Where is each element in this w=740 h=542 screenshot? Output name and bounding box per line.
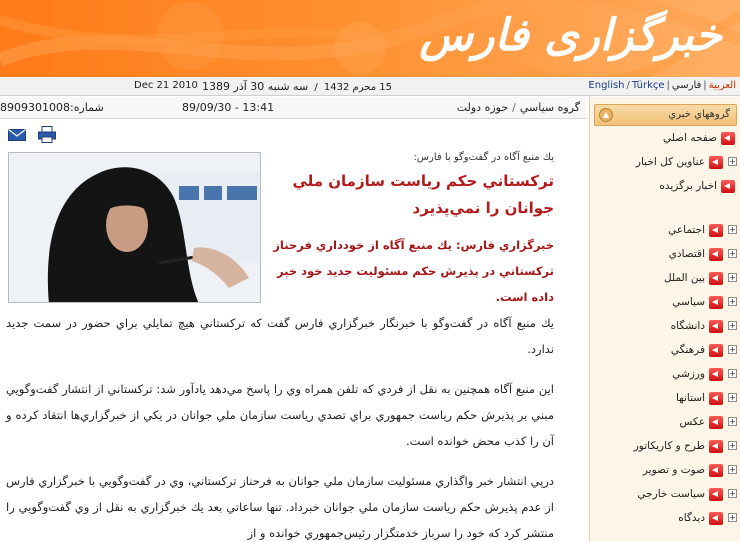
- expand-plus-icon[interactable]: +: [729, 273, 736, 282]
- article-datetime: 89/09/30 - 13:41: [182, 101, 275, 114]
- arrow-left-icon: [709, 512, 723, 525]
- expand-plus-icon[interactable]: +: [729, 393, 736, 402]
- lang-arabic-link[interactable]: العربية: [708, 80, 736, 91]
- article-subtitle: يك منبع آگاه در گفت‌وگو با فارس:: [413, 152, 554, 163]
- expand-plus-icon[interactable]: +: [729, 225, 736, 234]
- site-logo[interactable]: خبرگزاری فارس: [419, 10, 722, 61]
- arrow-left-icon: [709, 344, 723, 357]
- arrow-left-icon: [709, 440, 723, 453]
- sidebar-item[interactable]: [590, 437, 740, 457]
- sidebar-item-label: طرح و كاريكاتور: [633, 440, 705, 452]
- print-icon[interactable]: [38, 126, 56, 143]
- arrow-left-icon: [709, 320, 723, 333]
- sidebar-item-label: فرهنگي: [670, 344, 705, 356]
- arrow-left-icon: [709, 416, 723, 429]
- sidebar-item-label: صفحه اصلي: [662, 132, 717, 144]
- breadcrumb: گروه سياسي/حوزه دولت: [456, 101, 580, 114]
- arrow-left-icon: [709, 296, 723, 309]
- arrow-left-icon: [721, 180, 735, 193]
- arrow-left-icon: [709, 488, 723, 501]
- arrow-left-icon: [709, 464, 723, 477]
- article-paragraph: درپي انتشار خبر واگذاري مسئوليت سازمان ملي جوانان به فرحناز تركستاني، وي در گفت‌وگويي با خبرگزاري فارس از عدم پذيرش حكم رياست سازمان ملي جوانان خبرداد. تنها ساعاتي بعد يك خبرگزاري به نقل از وي گفت‌وگويي را منتشر كرد كه خود را سرباز خدمتگزار رئيس‌جمهوري خوانده و از: [6, 474, 554, 540]
- expand-plus-icon[interactable]: +: [729, 157, 736, 166]
- sidebar-title: گروههاي خبري: [668, 109, 730, 120]
- sidebar-item[interactable]: [590, 245, 740, 265]
- article-headline: تركستاني حكم رياست سازمان ملي جوانان را نمي‌پذيرد: [292, 172, 554, 217]
- arrow-left-icon: [709, 156, 723, 169]
- expand-plus-icon[interactable]: +: [729, 321, 736, 330]
- language-links: English / Türkçe | العربية|فارسي: [588, 80, 736, 91]
- lang-persian-link[interactable]: فارسي: [671, 80, 702, 91]
- article-lead: خبرگزاري فارس: يك منبع آگاه از خودداري فرحناز تركستاني در پذيرش حكم مسئوليت جديد خود خبر داده است.: [273, 238, 554, 304]
- sidebar-item-label: اقتصادي: [668, 248, 705, 260]
- article-paragraph: اين منبع آگاه همچنين به نقل از فردي كه تلفن همراه وي را پاسخ مي‌دهد يادآور شد: تركستاني از انتشار گفت‌وگويي مبني بر پذيرش حكم رياست جمهوري براي تصدي رياست سازمان ملي جوانان در يكي از خبرگزاري‌ها انتقاد كرده و آن را كذب محض خوانده است.: [6, 382, 554, 448]
- expand-plus-icon[interactable]: +: [729, 249, 736, 258]
- sidebar-item-label: صوت و تصوير: [642, 464, 705, 476]
- sidebar-item[interactable]: [590, 129, 740, 149]
- header-banner: [0, 0, 740, 77]
- article-info-bar: [0, 97, 586, 119]
- sidebar-header[interactable]: [594, 104, 737, 126]
- gregorian-date: Dec 21 2010: [134, 80, 198, 91]
- category-link[interactable]: گروه سياسي: [519, 101, 580, 114]
- sidebar-item[interactable]: [590, 365, 740, 385]
- expand-plus-icon[interactable]: +: [729, 489, 736, 498]
- arrow-left-icon: [721, 132, 735, 145]
- subcategory-link[interactable]: حوزه دولت: [456, 101, 509, 114]
- arrow-left-icon: [709, 392, 723, 405]
- sidebar-item[interactable]: [590, 485, 740, 505]
- sidebar-item[interactable]: [590, 413, 740, 433]
- sidebar-item-label: اخبار برگزيده: [659, 180, 717, 192]
- sidebar-item[interactable]: [590, 317, 740, 337]
- sidebar-item[interactable]: [590, 177, 740, 197]
- sidebar-item[interactable]: [590, 509, 740, 529]
- sidebar: [589, 97, 740, 542]
- article-photo: [8, 152, 261, 303]
- news-number: شماره:8909301008: [0, 101, 104, 114]
- mail-icon[interactable]: [8, 129, 26, 141]
- persian-date: سه شنبه 30 آذر 1389: [202, 80, 309, 93]
- article-paragraph: يك منبع آگاه در گفت‌وگو با خبرنگار خبرگزاري فارس گفت كه تركستاني هيچ تمايلي براي حضور در سمت جديد ندارد.: [6, 316, 554, 356]
- expand-plus-icon[interactable]: +: [729, 369, 736, 378]
- sidebar-item-label: عكس: [679, 416, 705, 428]
- sidebar-item-label: ورزشي: [672, 368, 705, 380]
- expand-plus-icon[interactable]: +: [729, 345, 736, 354]
- arrow-left-icon: [709, 224, 723, 237]
- arrow-left-icon: [709, 272, 723, 285]
- sidebar-item[interactable]: [590, 221, 740, 241]
- lang-english-link[interactable]: English: [588, 80, 625, 91]
- sidebar-item-label: اجتماعي: [668, 224, 705, 236]
- lang-turkish-link[interactable]: Türkçe: [631, 80, 665, 91]
- sidebar-item[interactable]: [590, 269, 740, 289]
- expand-plus-icon[interactable]: +: [729, 513, 736, 522]
- sidebar-item[interactable]: [590, 389, 740, 409]
- expand-plus-icon[interactable]: +: [729, 465, 736, 474]
- sidebar-item-label: سياست خارجي: [637, 488, 705, 500]
- photo-image: [9, 153, 261, 303]
- sidebar-item-label: عناوين كل اخبار: [635, 156, 705, 168]
- sidebar-item[interactable]: [590, 153, 740, 173]
- sidebar-item[interactable]: [590, 461, 740, 481]
- date-display: 15 محرم 1432 / سه شنبه 30 آذر 1389: [202, 80, 392, 93]
- arrow-left-icon: [709, 368, 723, 381]
- expand-plus-icon[interactable]: +: [729, 417, 736, 426]
- sidebar-item-label: سياسي: [672, 296, 705, 308]
- sidebar-item[interactable]: [590, 341, 740, 361]
- collapse-icon[interactable]: ▲: [599, 108, 613, 122]
- expand-plus-icon[interactable]: +: [729, 441, 736, 450]
- top-info-bar: [0, 77, 740, 96]
- sidebar-item-label: دانشگاه: [670, 320, 705, 332]
- sidebar-item[interactable]: [590, 293, 740, 313]
- hijri-date: 15 محرم 1432: [323, 82, 392, 93]
- sidebar-item-label: استانها: [675, 392, 705, 404]
- sidebar-item-label: بين الملل: [663, 272, 705, 284]
- expand-plus-icon[interactable]: +: [729, 297, 736, 306]
- sidebar-item-label: ديدگاه: [678, 512, 705, 524]
- arrow-left-icon: [709, 248, 723, 261]
